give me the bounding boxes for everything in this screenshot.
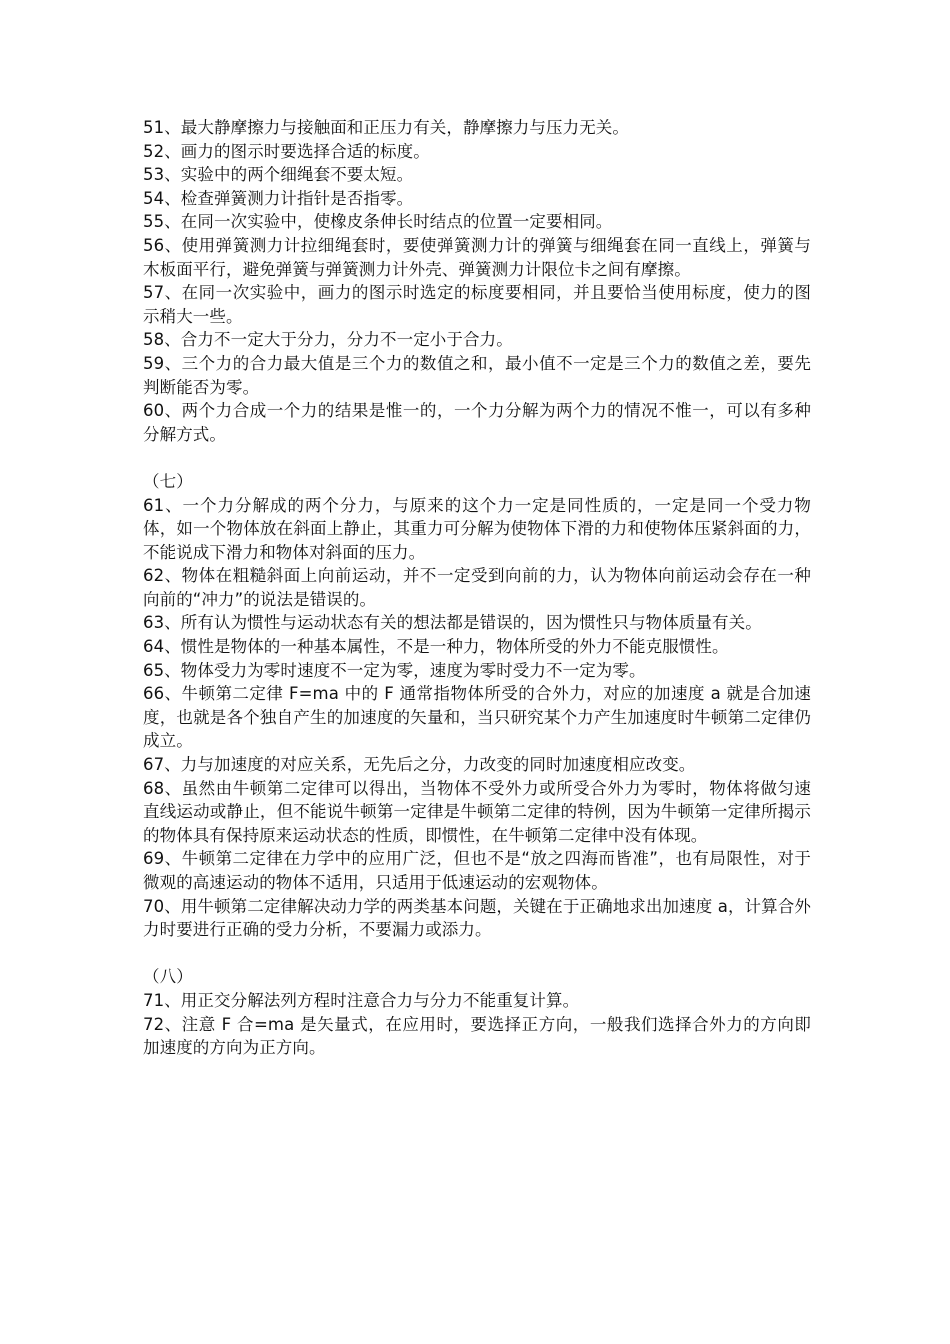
document-page	[143, 116, 811, 1060]
list-item: 70、用牛顿第二定律解决动力学的两类基本问题，关键在于正确地求出加速度 a，计算合外力时要进行正确的受力分析，不要漏力或添力。	[143, 896, 811, 940]
section-seven	[143, 470, 811, 942]
list-item: 66、牛顿第二定律 F=ma 中的 F 通常指物体所受的合外力，对应的加速度 a 就是合加速度，也就是各个独自产生的加速度的矢量和，当只研究某个力产生加速度时牛顿第二定律仍成立。	[143, 684, 811, 751]
list-item: 63、所有认为惯性与运动状态有关的想法都是错误的，因为惯性只与物体质量有关。	[143, 613, 762, 633]
list-item: 61、一个力分解成的两个分力，与原来的这个力一定是同性质的，一定是同一个受力物体，如一个物体放在斜面上静止，其重力可分解为使物体下滑的力和使物体压紧斜面的力，不能说成下滑力和物体对斜面的压力。	[143, 495, 811, 562]
list-item: 54、检查弹簧测力计指针是否指零。	[143, 188, 414, 208]
section-eight	[143, 965, 811, 1059]
list-item: 51、最大静摩擦力与接触面和正压力有关，静摩擦力与压力无关。	[143, 118, 629, 137]
list-item: 69、牛顿第二定律在力学中的应用广泛，但也不是“放之四海而皆准”，也有局限性，对于微观的高速运动的物体不适用，只适用于低速运动的宏观物体。	[143, 849, 811, 892]
list-item: 67、力与加速度的对应关系，无先后之分，力改变的同时加速度相应改变。	[143, 755, 696, 775]
list-item: 59、三个力的合力最大值是三个力的数值之和，最小值不一定是三个力的数值之差，要先判断能否为零。	[143, 353, 811, 397]
list-item: 68、虽然由牛顿第二定律可以得出，当物体不受外力或所受合外力为零时，物体将做匀速直线运动或静止，但不能说牛顿第一定律是牛顿第二定律的特例，因为牛顿第一定律所揭示的物体具有保持原来运动状态的性质，即惯性，在牛顿第二定律中没有体现。	[143, 778, 811, 845]
list-item: 58、合力不一定大于分力，分力不一定小于合力。	[143, 330, 513, 350]
section-spacer	[143, 446, 811, 470]
section-spacer	[143, 942, 811, 966]
list-item: 62、物体在粗糙斜面上向前运动，并不一定受到向前的力，认为物体向前运动会存在一种向前的“冲力”的说法是错误的。	[143, 566, 811, 609]
items-51-60	[143, 116, 811, 446]
list-item: 55、在同一次实验中，使橡皮条伸长时结点的位置一定要相同。	[143, 212, 613, 232]
list-item: 52、画力的图示时要选择合适的标度。	[143, 141, 430, 161]
section-title: （七）	[143, 471, 193, 491]
list-item: 53、实验中的两个细绳套不要太短。	[143, 165, 414, 185]
list-item: 72、注意 F 合=ma 是矢量式，在应用时，要选择正方向，一般我们选择合外力的方向即加速度的方向为正方向。	[143, 1014, 811, 1058]
list-item: 64、惯性是物体的一种基本属性，不是一种力，物体所受的外力不能克服惯性。	[143, 637, 729, 657]
section-title: （八）	[143, 967, 193, 987]
list-item: 65、物体受力为零时速度不一定为零，速度为零时受力不一定为零。	[143, 660, 646, 680]
list-item: 57、在同一次实验中，画力的图示时选定的标度要相同，并且要恰当使用标度，使力的图示稍大一些。	[143, 283, 811, 326]
list-item: 60、两个力合成一个力的结果是惟一的，一个力分解为两个力的情况不惟一，可以有多种分解方式。	[143, 401, 811, 444]
list-item: 56、使用弹簧测力计拉细绳套时，要使弹簧测力计的弹簧与细绳套在同一直线上，弹簧与木板面平行，避免弹簧与弹簧测力计外壳、弹簧测力计限位卡之间有摩擦。	[143, 235, 811, 279]
list-item: 71、用正交分解法列方程时注意合力与分力不能重复计算。	[143, 990, 580, 1010]
